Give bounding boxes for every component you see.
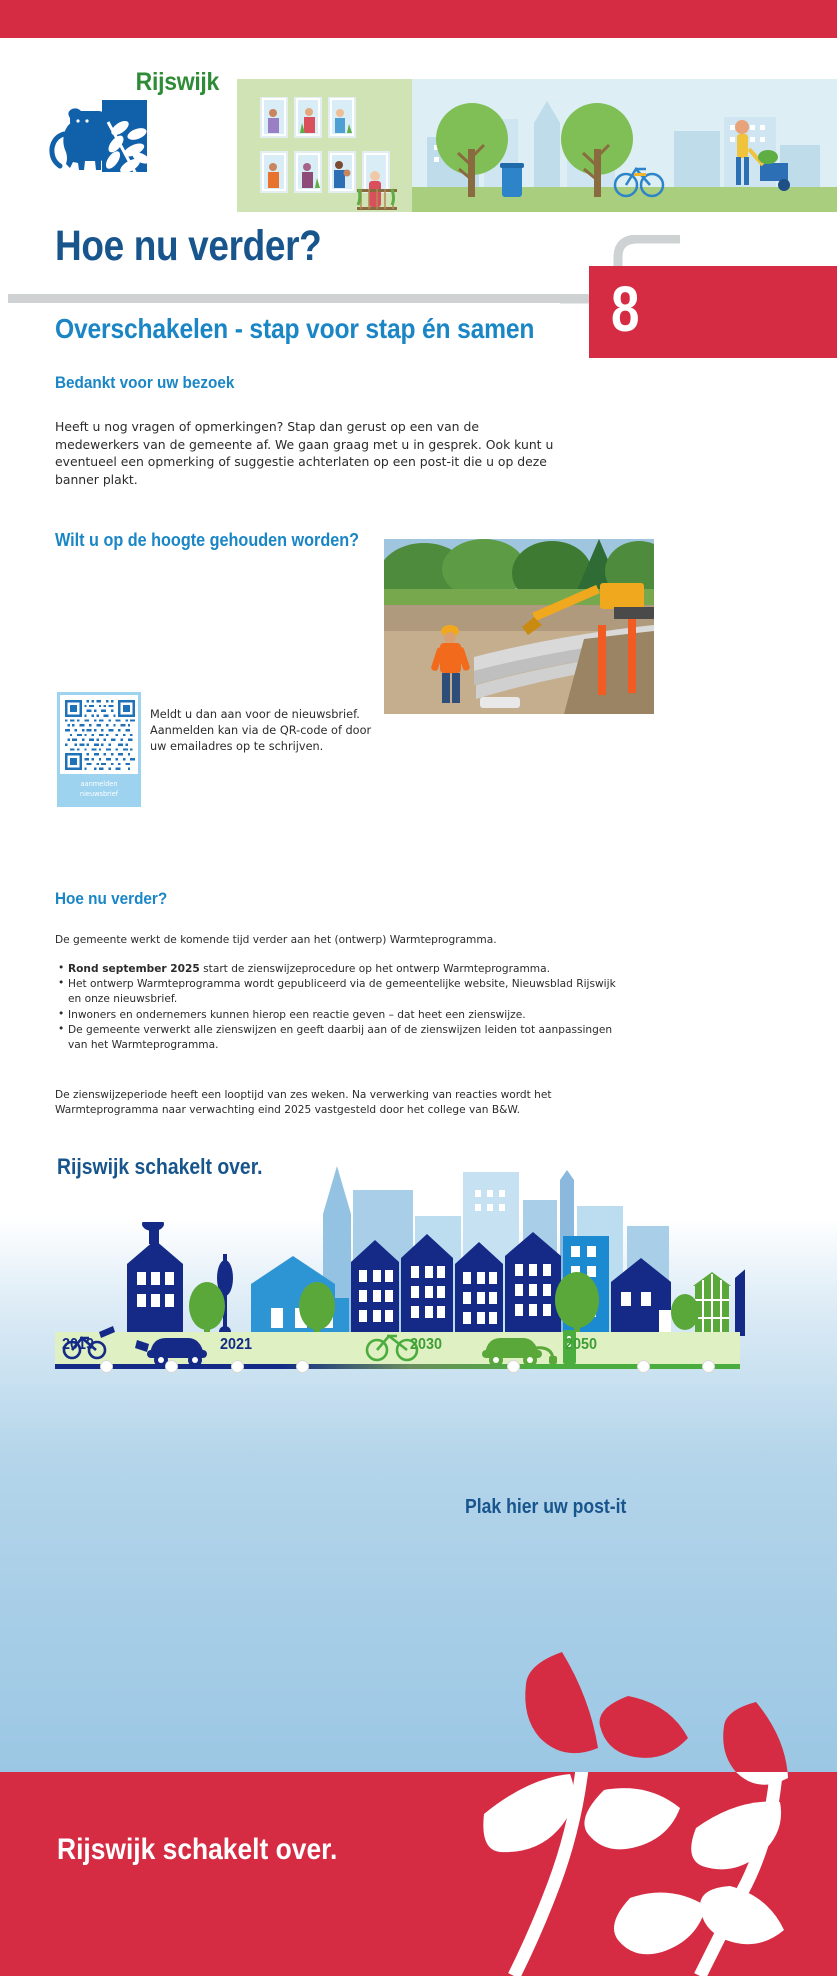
timeline-illustration (0, 1126, 837, 1456)
timeline-dot (702, 1360, 715, 1373)
timeline-dot (507, 1360, 520, 1373)
qr-caption (60, 774, 138, 804)
heading-next-steps: Hoe nu verder? (55, 889, 168, 908)
timeline-heading: Rijswijk schakelt over. (57, 1154, 263, 1179)
timeline-dot (296, 1360, 309, 1373)
timeline-year-2050: 2050 (565, 1336, 598, 1353)
timeline-dot (231, 1360, 244, 1373)
qr-caption-line2: nieuwsbrief (79, 790, 119, 798)
list-item (57, 962, 617, 977)
timeline-dot (165, 1360, 178, 1373)
neighbourhood-illustration (237, 79, 837, 212)
list-item (57, 1008, 617, 1023)
qr-code-icon[interactable] (65, 700, 135, 770)
paragraph-thanks: Heeft u nog vragen of opmerkingen? Stap dan gerust op een van de medewerkers van de gemeente af. We gaan graag met u in gesprek. Ook kunt u eventueel een opmerking of suggestie achterlaten op een post-it die u op deze banner plakt. (55, 419, 554, 487)
heading-thanks: Bedankt voor uw bezoek (55, 373, 235, 392)
page-subtitle: Overschakelen - stap voor stap én samen (55, 313, 535, 344)
postit-label: Plak hier uw post-it (465, 1496, 627, 1518)
timeline-year-2021: 2021 (220, 1336, 253, 1353)
bullet-rest-2: Inwoners en ondernemers kunnen hierop een reactie geven – dat heet een zienswijze. (68, 1008, 526, 1021)
paragraph-next-closing: De zienswijzeperiode heeft een looptijd van zes weken. Na verwerking van reacties wordt het Warmteprogramma naar verwachting eind 2025 vastgesteld door het college van B&W. (55, 1089, 552, 1117)
newsletter-note: Meldt u dan aan voor de nieuwsbrief. Aanmelden kan via de QR-code of door uw emailadres op te schrijven. (150, 708, 372, 753)
district-heating-pipes-photo (384, 539, 654, 714)
rijswijk-logo (42, 46, 237, 176)
qr-code-block[interactable] (57, 692, 141, 807)
bullet-rest-1: Het ontwerp Warmteprogramma wordt gepubliceerd via de gemeentelijke website, Nieuwsblad Rijswijk en onze nieuwsbrief. (68, 978, 616, 1006)
title-divider-rule (8, 294, 588, 303)
brand-wordmark: Rijswijk (135, 68, 220, 96)
qr-caption-line1: aanmelden (80, 780, 118, 788)
page-number: 8 (611, 273, 640, 345)
paragraph-next-intro: De gemeente werkt de komende tijd verder aan het (ontwerp) Warmteprogramma. (55, 934, 497, 946)
list-item (57, 977, 617, 1007)
timeline-year-2019: 2019 (62, 1336, 95, 1353)
heading-newsletter: Wilt u op de hoogte gehouden worden? (55, 530, 360, 550)
next-steps-bullets (57, 962, 617, 1053)
footer-tagline: Rijswijk schakelt over. (57, 1833, 338, 1866)
timeline-dot (100, 1360, 113, 1373)
header (0, 38, 837, 183)
leaf-flower-decoration (378, 1646, 837, 1976)
page-title: Hoe nu verder? (55, 222, 322, 270)
page-number-badge (589, 266, 837, 358)
bullet-rest-3: De gemeente verwerkt alle zienswijzen en geeft daarbij aan of de zienswijzen leiden tot aanpassingen van het Warmteprogramma. (68, 1023, 613, 1052)
timeline-dot (637, 1360, 650, 1373)
list-item (57, 1023, 617, 1053)
bullet-bold-0: Rond september 2025 (68, 963, 200, 975)
timeline-year-2030: 2030 (410, 1336, 443, 1353)
rijswijk-lion-crest-icon (42, 94, 177, 184)
top-red-bar (0, 0, 837, 38)
bullet-rest-0: start de zienswijzeprocedure op het ontwerp Warmteprogramma. (199, 963, 550, 975)
